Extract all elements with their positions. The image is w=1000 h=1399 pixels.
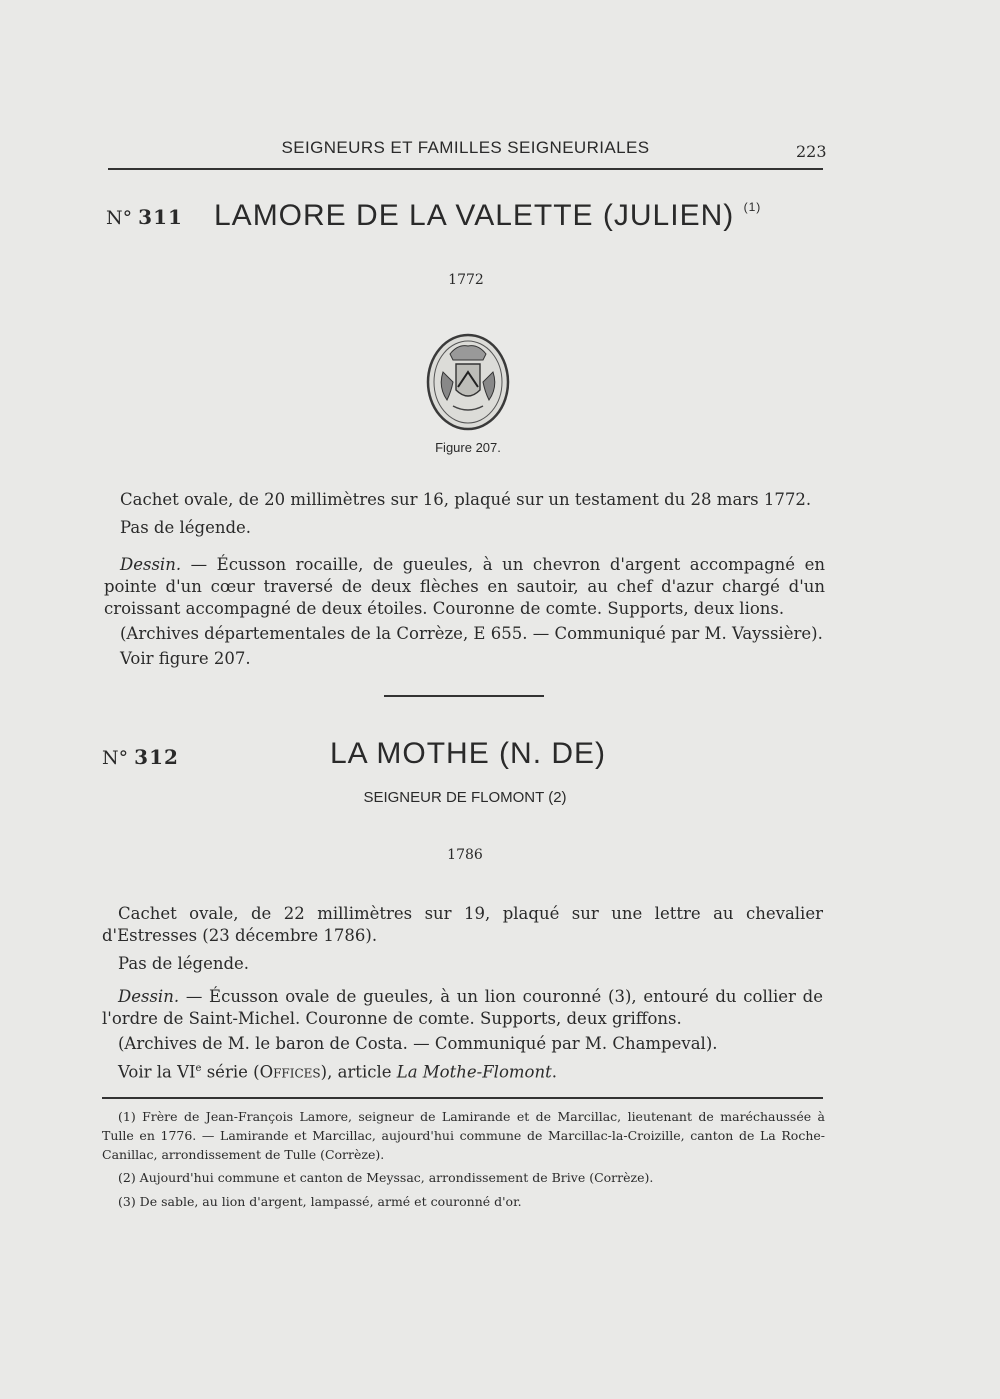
- seal-figure-207: [423, 332, 513, 432]
- footnote-3: (3) De sable, au lion d'argent, lampassé, armé et couronné d'or.: [118, 1194, 522, 1209]
- entry-312-archives: (Archives de M. le baron de Costa. — Communiqué par M. Champeval).: [118, 1034, 718, 1053]
- entry-312-legend: Pas de légende.: [118, 954, 250, 973]
- section-divider: [384, 695, 544, 697]
- header-rule: [108, 168, 823, 170]
- entry-311-number: N° 311: [106, 205, 183, 229]
- entry-311-see-figure: Voir figure 207.: [120, 649, 251, 668]
- entry-311-description: Cachet ovale, de 20 millimètres sur 16, plaqué sur un testament du 28 mars 1772.: [120, 490, 812, 509]
- entry-312-title: LA MOTHE (N. DE): [330, 737, 607, 770]
- footnote-1: (1) Frère de Jean-François Lamore, seigneur de Lamirande et de Marcillac, lieutenant de maréchaussée à Tulle en 1776. — Lamirande et Marcillac, aujourd'hui commune de Marcillac-la-Croizille, canton de La Roche-Canillac, arrondissement de Tulle (Corrèze).: [102, 1109, 825, 1162]
- entry-312-description: Cachet ovale, de 22 millimètres sur 19, plaqué sur une lettre au chevalier d'Estresses (23 décembre 1786).: [102, 904, 823, 945]
- figure-caption: Figure 207.: [435, 440, 501, 455]
- entry-312-drawing: Dessin. — Écusson ovale de gueules, à un lion couronné (3), entouré du collier de l'ordre de Saint-Michel. Couronne de comte. Supports, deux griffons.: [102, 987, 823, 1028]
- entry-312-subtitle: SEIGNEUR DE FLOMONT (2): [363, 789, 567, 806]
- entry-311-drawing: Dessin. — Écusson rocaille, de gueules, à un chevron d'argent accompagné en pointe d'un cœur traversé de deux flèches en sautoir, au chef d'azur chargé d'un croissant accompagné de deux étoiles. Couronne de comte. Supports, deux lions.: [104, 555, 825, 618]
- entry-311-legend: Pas de légende.: [120, 518, 252, 537]
- entry-312-see-series: Voir la VIe série (Offices), article La Mothe-Flomont.: [118, 1062, 557, 1082]
- footnote-2: (2) Aujourd'hui commune et canton de Meyssac, arrondissement de Brive (Corrèze).: [118, 1170, 654, 1185]
- entry-311-archives: (Archives départementales de la Corrèze, E 655. — Communiqué par M. Vayssière).: [120, 624, 823, 643]
- entry-311-title: LAMORE DE LA VALETTE (JULIEN) $^{(1)}$: [214, 199, 762, 232]
- entry-312-year: 1786: [447, 847, 483, 863]
- page-number: 223: [796, 142, 827, 161]
- entry-312-number: N° 312: [102, 745, 179, 769]
- entry-311-year: 1772: [448, 272, 484, 288]
- footnote-rule: [102, 1097, 823, 1099]
- running-head: SEIGNEURS ET FAMILLES SEIGNEURIALES: [281, 138, 650, 157]
- footnote-ref-1: (1): [743, 200, 762, 214]
